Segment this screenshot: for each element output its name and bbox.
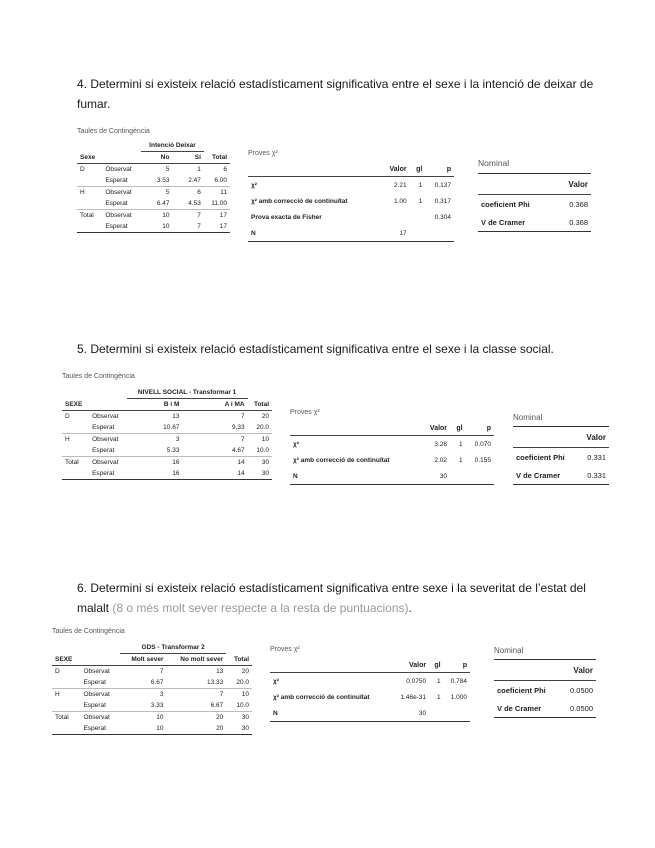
table-row: Prova exacta de Fisher 0.304	[251, 213, 451, 221]
table-row: Esperat 6.67 13.33 20.0	[83, 679, 249, 686]
question-6-text: 6. Determini si existeix relació estadísticament significativa entre sexe i la severitat de l’estat del malalt	[77, 581, 586, 615]
col-header: gl	[429, 658, 443, 673]
table-row: Esperat 3.33 6.67 10.0	[83, 702, 249, 709]
contingency-title-4: Taules de Contingència	[77, 128, 150, 135]
contingency-title-5: Taules de Contingència	[62, 373, 135, 380]
table-row: coeficient Phi 0.331	[516, 452, 606, 462]
nominal-table-4	[478, 173, 591, 232]
group-header: Intenció Deixar	[141, 140, 204, 152]
col-header: Valor	[380, 162, 410, 177]
question-6-hint: (8 o més molt sever respecte a la resta de puntuacions)	[112, 601, 409, 615]
col-header: Total	[204, 152, 230, 164]
table-row: H Observat 3 7 10	[62, 434, 272, 446]
table-row: D Observat 13 7 20	[62, 411, 272, 423]
table-row: Total Observat 16 14 30	[62, 457, 272, 469]
contingency-title-6: Taules de Contingència	[52, 628, 125, 635]
table-row: Total Observat 10 20 30	[52, 712, 252, 724]
row-var-label: SEXE	[62, 399, 89, 411]
table-row: χ² amb correcció de continuïtat 1.00 1 0.317	[251, 197, 451, 205]
row-var-label: Sexe	[77, 152, 102, 164]
col-header: Molt sever	[120, 654, 167, 666]
chi-table-4	[248, 162, 454, 242]
table-row: Esperat 3.53 2.47 6.00	[105, 177, 227, 184]
table-row: D Observat 7 13 20	[52, 666, 252, 678]
contingency-table-6	[52, 642, 252, 735]
chi-table-5	[290, 421, 494, 485]
table-row: Esperat 16 14 30	[92, 470, 269, 477]
row-var-label: SEXE	[52, 654, 80, 666]
question-4	[77, 74, 597, 114]
col-header: A i MA	[182, 399, 247, 411]
col-header: p	[466, 421, 494, 436]
table-row: χ² 0.0750 1 0.784	[273, 677, 467, 685]
col-header: No molt sever	[167, 654, 227, 666]
col-header: p	[444, 658, 470, 673]
group-header: NIVELL SOCIAL - Transformar 1	[127, 387, 248, 399]
table-row: N 30	[293, 472, 448, 480]
table-row: Esperat 10.67 9.33 20.0	[92, 424, 269, 431]
table-row: Esperat 5.33 4.67 10.0	[92, 447, 269, 454]
col-header: Valor	[578, 427, 609, 448]
table-row: V de Cramer 0.331	[516, 470, 606, 480]
table-row: V de Cramer 0.368	[481, 217, 588, 227]
table-row: coeficient Phi 0.368	[481, 199, 588, 209]
nominal-table-6	[494, 659, 596, 718]
nominal-title-5: Nominal	[513, 413, 543, 422]
col-header: Total	[248, 399, 272, 411]
table-row: Esperat 10 20 30	[83, 725, 249, 732]
contingency-table-5	[62, 387, 272, 480]
chi-title-4: Proves χ²	[248, 150, 278, 157]
table-row: χ² amb correcció de continuïtat 2.02 1 0.155	[293, 456, 491, 464]
nominal-title-4: Nominal	[478, 158, 510, 168]
table-row: Esperat 10 7 17	[105, 223, 227, 230]
col-header: Valor	[392, 658, 430, 673]
chi-title-5: Proves χ²	[290, 409, 320, 416]
col-header: p	[425, 162, 454, 177]
table-row: χ² 3.28 1 0.070	[293, 440, 491, 448]
table-row: V de Cramer 0.0500	[497, 703, 593, 713]
col-header: B i M	[127, 399, 183, 411]
col-header: Valor	[555, 174, 591, 195]
col-header: No	[141, 152, 172, 164]
table-row: Esperat 6.47 4.53 11.00	[105, 200, 227, 207]
col-header: gl	[450, 421, 466, 436]
group-header: GDS - Transformar 2	[120, 642, 226, 654]
table-row: N 30	[273, 709, 427, 717]
chi-title-6: Proves χ²	[270, 646, 300, 653]
col-header: Sí	[172, 152, 203, 164]
nominal-table-5	[513, 426, 609, 485]
table-row: H Observat 5 6 11	[77, 187, 230, 199]
question-5	[77, 339, 597, 359]
question-6: 6. Determini si existeix relació estadísticament significativa entre sexe i la severitat de l’estat del malalt (8 o més molt sever respecte a la resta de puntuacions).	[77, 581, 586, 615]
table-row: χ² amb correcció de continuïtat 1.46e-31 1 1.000	[273, 693, 467, 701]
chi-table-6	[270, 658, 470, 722]
col-header: Valor	[421, 421, 450, 436]
col-header: Valor	[561, 660, 596, 681]
table-row: Total Observat 10 7 17	[77, 210, 230, 222]
table-row: N 17	[251, 229, 407, 237]
nominal-title-6: Nominal	[494, 646, 524, 655]
table-row: χ² 2.21 1 0.137	[251, 181, 451, 189]
contingency-table-4	[77, 140, 230, 233]
col-header: gl	[410, 162, 426, 177]
table-row: coeficient Phi 0.0500	[497, 685, 593, 695]
question-5-text: 5. Determini si existeix relació estadísticament significativa entre el sexe i la classe social.	[77, 342, 554, 356]
table-row: D Observat 5 1 6	[77, 164, 230, 176]
col-header: Total	[226, 654, 252, 666]
table-row: H Observat 3 7 10	[52, 689, 252, 701]
question-4-text: 4. Determini si existeix relació estadísticament significativa entre el sexe i la intenció de deixar de fumar.	[77, 77, 594, 111]
